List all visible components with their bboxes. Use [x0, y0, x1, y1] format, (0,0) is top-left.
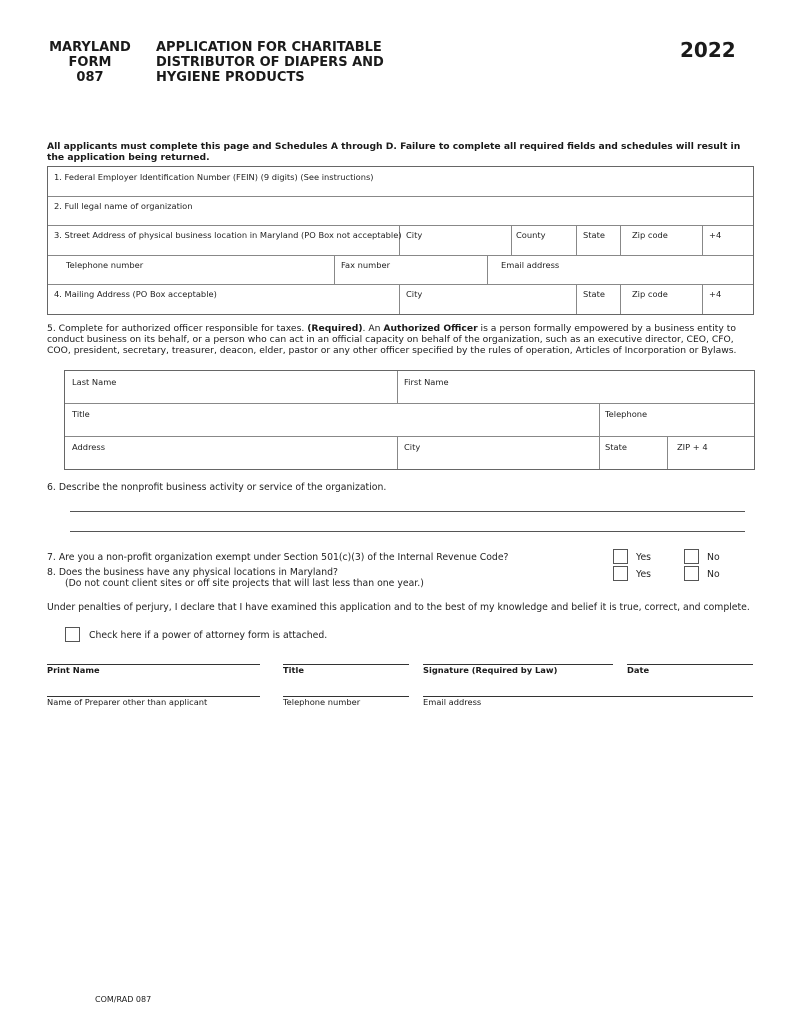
title-label: Title — [283, 665, 304, 675]
city-field[interactable]: City — [406, 230, 423, 240]
officer-title-field[interactable]: Title — [72, 409, 90, 419]
preparer-email-label: Email address — [423, 697, 482, 707]
q6-label: 6. Describe the nonprofit business activity or service of the organization. — [47, 482, 387, 493]
date-label: Date — [627, 665, 650, 675]
mailing-plus4-field[interactable]: +4 — [709, 289, 722, 299]
q5-mid: . An — [362, 323, 384, 334]
form-title — [156, 40, 456, 85]
mailing-address-field[interactable]: 4. Mailing Address (PO Box acceptable) — [54, 289, 217, 299]
authorized-officer-instructions — [47, 323, 759, 356]
activity-line-1[interactable] — [70, 511, 745, 512]
street-address-field[interactable]: 3. Street Address of physical business location in Maryland (PO Box not acceptable) — [54, 230, 402, 240]
q8-yes-label: Yes — [636, 569, 652, 580]
q8-no-checkbox[interactable] — [684, 566, 699, 581]
q8-no-label: No — [707, 569, 720, 580]
q5-rest: is a person formally empowered by a business entity to conduct business on its behalf, or a person who can act in an official capacity on behalf of the organization, such as an executive director, CEO, CFO, COO, president, secretary, treasurer, deacon, elder, pastor or any other officer specified by the rules of operation, Articles of Incorporation or Bylaws. — [47, 323, 737, 356]
footer-form-code: COM/RAD 087 — [95, 995, 152, 1004]
officer-zip-field[interactable]: ZIP + 4 — [677, 442, 708, 452]
mailing-city-field[interactable]: City — [406, 289, 423, 299]
q7-label: 7. Are you a non-profit organization exempt under Section 501(c)(3) of the Internal Revenue Code? — [47, 552, 509, 563]
q5-required: (Required) — [307, 323, 363, 334]
q7-yes-label: Yes — [636, 552, 652, 563]
state-field[interactable]: State — [583, 230, 605, 240]
q5-prefix: 5. Complete for authorized officer responsible for taxes. — [47, 323, 308, 334]
officer-last-name-field[interactable]: Last Name — [72, 377, 117, 387]
q7-yes-checkbox[interactable] — [613, 549, 628, 564]
q7-no-checkbox[interactable] — [684, 549, 699, 564]
officer-city-field[interactable]: City — [404, 442, 421, 452]
officer-table — [64, 370, 755, 470]
form-label: FORM — [68, 55, 112, 70]
print-name-label: Print Name — [47, 665, 100, 675]
perjury-declaration: Under penalties of perjury, I declare that I have examined this application and to the best of my knowledge and belief it is true, correct, and complete. — [47, 602, 750, 613]
q5-authorized-officer: Authorized Officer — [383, 323, 478, 334]
signature-label: Signature (Required by Law) — [423, 665, 558, 675]
activity-line-2[interactable] — [70, 531, 745, 532]
zip-plus4-field[interactable]: +4 — [709, 230, 722, 240]
form-number: 087 — [76, 70, 104, 85]
officer-telephone-field[interactable]: Telephone — [605, 409, 648, 419]
form-id-block — [40, 40, 140, 85]
preparer-name-label: Name of Preparer other than applicant — [47, 697, 208, 707]
officer-address-field[interactable]: Address — [72, 442, 106, 452]
q8-yes-checkbox[interactable] — [613, 566, 628, 581]
power-of-attorney-checkbox[interactable] — [65, 627, 80, 642]
tax-year: 2022 — [680, 38, 736, 62]
officer-state-field[interactable]: State — [605, 442, 627, 452]
state-label: MARYLAND — [49, 40, 131, 55]
fax-field[interactable]: Fax number — [341, 260, 391, 270]
county-field[interactable]: County — [516, 230, 546, 240]
mailing-zip-field[interactable]: Zip code — [632, 289, 668, 299]
power-of-attorney-label: Check here if a power of attorney form is attached. — [89, 630, 328, 641]
preparer-telephone-label: Telephone number — [283, 697, 361, 707]
fein-field[interactable]: 1. Federal Employer Identification Number (FEIN) (9 digits) (See instructions) — [54, 172, 374, 182]
email-field[interactable]: Email address — [501, 260, 560, 270]
q8-label-line-2: (Do not count client sites or off site projects that will last less than one year.) — [65, 578, 424, 589]
mailing-state-field[interactable]: State — [583, 289, 605, 299]
form-title-line-3: HYGIENE PRODUCTS — [156, 70, 305, 85]
officer-first-name-field[interactable]: First Name — [404, 377, 449, 387]
form-title-line-1: APPLICATION FOR CHARITABLE — [156, 40, 382, 55]
organization-info-table — [47, 166, 754, 315]
zip-field[interactable]: Zip code — [632, 230, 668, 240]
instructions-text: All applicants must complete this page and Schedules A through D. Failure to complete all required fields and schedules will result in the application being returned. — [47, 141, 741, 163]
telephone-field[interactable]: Telephone number — [66, 260, 144, 270]
form-title-line-2: DISTRIBUTOR OF DIAPERS AND — [156, 55, 384, 70]
q7-no-label: No — [707, 552, 720, 563]
legal-name-field[interactable]: 2. Full legal name of organization — [54, 201, 193, 211]
q8-label-line-1: 8. Does the business have any physical locations in Maryland? — [47, 567, 338, 578]
